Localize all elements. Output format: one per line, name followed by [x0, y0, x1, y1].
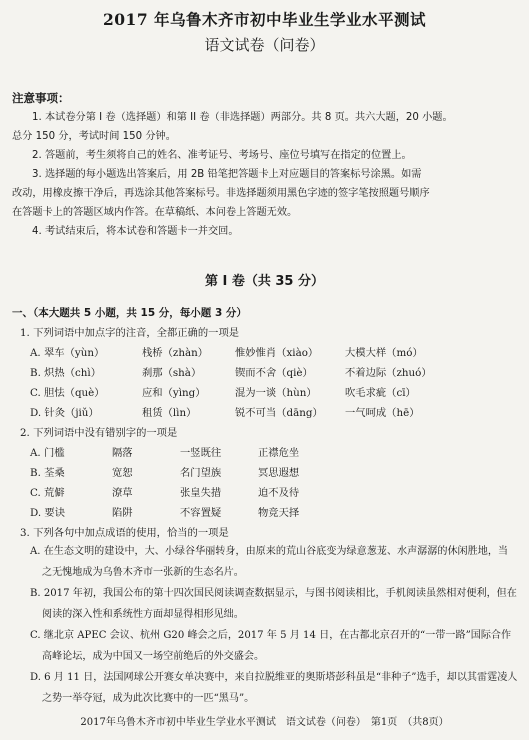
notice-body: [12, 108, 517, 241]
q2-cell: 陷阱: [112, 507, 133, 519]
q2-cell: C. 荒僻: [30, 487, 65, 499]
q2-cell: D. 要诀: [30, 507, 66, 519]
q2-cell: B. 荃桑: [30, 467, 65, 479]
q1-cell: B. 炽热（chì）: [30, 367, 101, 379]
q2-cell: 正襟危坐: [258, 447, 300, 459]
q2-cell: 迫不及待: [258, 487, 300, 499]
notice-line: 在答题卡上的答题区域内作答。在草稿纸、本问卷上答题无效。: [12, 207, 298, 218]
notice-line: 1. 本试卷分第 I 卷（选择题）和第 II 卷（非选择题）两部分。共 8 页。共六大题，20 小题。: [32, 112, 453, 123]
q1-stem: 1. 下列词语中加点字的注音，全都正确的一项是: [20, 327, 240, 339]
q1-cell: 大模大样（mó）: [345, 347, 423, 359]
q2-cell: 物竞天择: [258, 507, 300, 519]
exam-title: 2017 年乌鲁木齐市初中毕业生学业水平测试: [102, 10, 427, 29]
q1-cell: 应和（yìng）: [142, 387, 206, 399]
exam-subtitle: 语文试卷（问卷）: [204, 36, 325, 54]
notice-heading: 注意事项：: [12, 91, 70, 105]
q2-cell: 宽恕: [112, 467, 133, 479]
q1-cell: 混为一谈（hùn）: [235, 387, 317, 399]
q1-cell: 惟妙惟肖（xiào）: [235, 347, 319, 359]
notice-line: 改动，用橡皮擦干净后，再选涂其他答案标号。非选择题须用黑色字迹的签字笔按照题号顺序: [12, 188, 430, 199]
q3-option: C. 继北京 APEC 会议、杭州 G20 峰会之后，2017 年 5 月 14 日，在古都北京召开的“一带一路”国际合作高峰论坛，成为中国又一场空前绝后的外交盛会。: [30, 630, 512, 662]
q2-cell: 隔落: [112, 447, 133, 459]
q3-option: A. 在生态文明的建设中，大、小绿谷华丽转身，由原来的荒山谷底变为绿意葱茏、水声潺潺的休闲胜地，当之无愧地成为乌鲁木齐市一张新的生态名片。: [30, 546, 509, 578]
q1-cell: 租赁（lìn）: [142, 407, 197, 419]
q3-stem: 3. 下列各句中加点成语的使用，恰当的一项是: [20, 527, 229, 539]
q1-cell: 锐不可当（dāng）: [235, 407, 323, 419]
q2-cell: 冥思遐想: [258, 467, 300, 479]
q2-stem: 2. 下列词语中没有错别字的一项是: [20, 427, 178, 439]
q3-options: [30, 541, 518, 709]
q1-cell: 锲而不舍（qiè）: [235, 367, 313, 379]
q1-cell: 刹那（shà）: [142, 367, 202, 379]
q1-cell: 栈桥（zhàn）: [142, 347, 209, 359]
notice-line: 总分 150 分，考试时间 150 分钟。: [12, 131, 176, 142]
q3-option: D. 6 月 11 日，法国网球公开赛女单决赛中，来自拉脱维亚的奥斯塔彭科虽是“非种子”选手，却以其雷霆凌人之势一举夺冠，成为此次比赛中的一匹“黑马”。: [30, 672, 518, 704]
q1-cell: C. 胆怯（què）: [30, 387, 105, 399]
q2-cell: 不容置疑: [180, 507, 222, 519]
q2-cell: 名门望族: [180, 467, 222, 479]
q1-cell: A. 翠车（yùn）: [30, 347, 105, 359]
q1-cell: D. 针灸（jiǔ）: [30, 407, 99, 419]
q3-option: B. 2017 年初，我国公布的第十四次国民阅读调查数据显示，与图书阅读相比，手机阅读虽然相对便利，但在阅读的深入性和系统性方面却显得相形见绌。: [30, 588, 517, 620]
q2-cell: 一竖既往: [180, 447, 222, 459]
notice-line: 4. 考试结束后，将本试卷和答题卡一并交回。: [32, 226, 239, 237]
part-heading: 一、（本大题共 5 小题，共 15 分，每小题 3 分）: [12, 307, 247, 319]
notice-line: 3. 选择题的每小题选出答案后，用 2B 铅笔把答题卡上对应题目的答案标号涂黑。如需: [32, 169, 422, 180]
q1-cell: 吹毛求疵（cī）: [345, 387, 416, 399]
q2-cell: 潦草: [112, 487, 133, 499]
q1-cell: 一气呵成（hē）: [345, 407, 420, 419]
page-footer: 2017年乌鲁木齐市初中毕业生学业水平测试 语文试卷（问卷） 第1页 （共8页）: [80, 717, 449, 728]
q1-cell: 不着边际（zhuó）: [345, 367, 432, 379]
notice-line: 2. 答题前，考生须将自己的姓名、准考证号、考场号、座位号填写在指定的位置上。: [32, 150, 412, 161]
section-title: 第 I 卷（共 35 分）: [204, 274, 325, 289]
q2-cell: 张皇失措: [180, 487, 222, 499]
q2-cell: A. 门槛: [30, 447, 65, 459]
